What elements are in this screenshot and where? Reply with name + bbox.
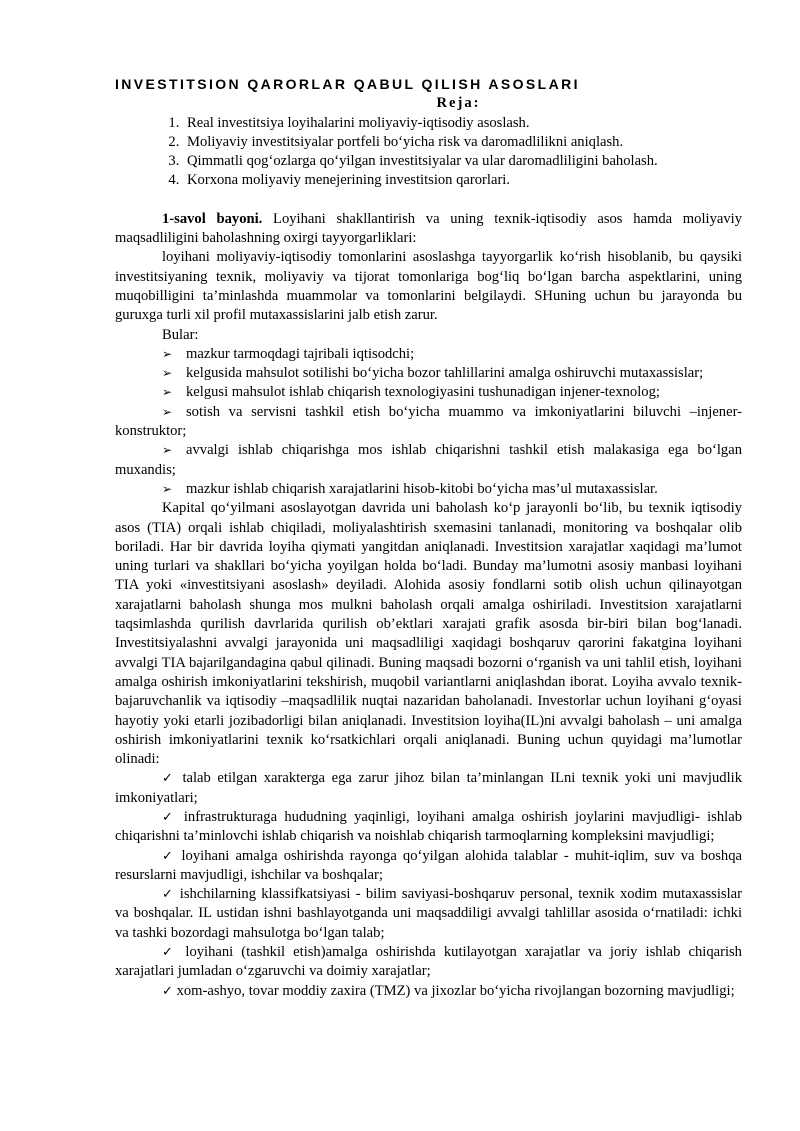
- plan-heading: Reja:: [436, 95, 481, 112]
- arrow-list: [115, 345, 742, 499]
- plan-item: 1. Real investitsiya loyihalarini moliyaviy-iqtisodiy asoslash.: [183, 114, 742, 133]
- list-item: ✓ loyihani amalga oshirishda rayonga qo‘yilgan alohida talablar - muhit-iqlim, suv va boshqa resurslarni mavjudligi, ishchilar va boshqalar;: [115, 847, 742, 883]
- section-intro-text: Loyihani shakllantirish va uning texnik-iqtisodiy asos hamda moliyaviy maqsadliligini baholashning oxirgi tayyorgarliklari:: [115, 210, 742, 247]
- list-item: ✓ loyihani (tashkil etish)amalga oshirishda kutilayotgan xarajatlar va joriy ishlab chiqarish xarajatlari jumladan o‘zgaruvchi va doimiy xarajatlar;: [115, 944, 742, 980]
- list-item: ✓ xom-ashyo, tovar moddiy zaxira (TMZ) va jixozlar bo‘yicha rivojlangan bozorning mavjudligi;: [162, 982, 735, 999]
- paragraph: Kapital qo‘yilmani asoslayotgan davrida uni baholash ko‘p jarayonli bo‘lib, bu texnik iqtisodiy asos (TIA) orqali ishlab chiqiladi, moliyalashtirish sxemasini tanlanadi, monitoring va boshqalar olib boriladi. Har bir davrida loyiha qiymati yangitdan aniqlanadi. Investitsion xarajatlar xaqidagi ma’lumot uning turlari va shakllari bo‘yicha yoyilgan holda bo‘ladi. Bunday ma’lumotni asosiy manbasi loyihani TIA yoki «investitsiyani asoslash» deyiladi. Alohida asosiy fondlarni sotib olish uchun qilinayotgan xarajatlarni baholash shunga mos mulkni baholash orqali amalga oshiriladi. Investitsion xarajatlarni taqsimlashda qurilish davrlarida qurilish ob’ektlari xarajati grafik asosda bir-biri bilan bog‘lanadi. Investitsiyalashni avvalgi jarayonida uni maqsadliligi xaqidagi boshqaruv qarorini fakatgina loyihani avvalgi TIA bajarilgandagina qabul qilinadi. Buning maqsadi bozorni o‘rganish va uni tahlil etish, loyihani amalga oshirish imkoniyatlarini tekshirish, muqobil variantlarni aniqlashdan iborat. Loyiha avvalo texnik-bajaruvchanlik va iqtisodiy –maqsadlilik nuqtai nazaridan baholanadi. Investorlar uchun loyihani g‘oyasi hayotiy yoki etarli jozibadorligi bilan aniqlanadi. Investitsion loyiha(IL)ni avvalgi baholash – uni amalga oshirish imkoniyatlarini texnik ko‘rsatkichlari orqali aniqlanadi. Buning uchun quyidagi ma’lumotlar olinadi:: [115, 500, 742, 768]
- checkmark-icon: ✓: [162, 983, 173, 999]
- arrow-bullet-icon: ➢: [162, 346, 173, 361]
- plan-item: 3. Qimmatli qog‘ozlarga qo‘yilgan investitsiyalar va ular daromadliligini baholash.: [183, 152, 742, 171]
- list-item: ➢ mazkur tarmoqdagi tajribali iqtisodchi;: [115, 345, 742, 364]
- spacer: [115, 191, 742, 210]
- checkmark-icon: ✓: [162, 809, 177, 825]
- list-item: ➢ avvalgi ishlab chiqarishga mos ishlab chiqarishni tashkil etish malakasiga ega bo‘lgan muxandis;: [115, 442, 742, 478]
- checkmark-icon: ✓: [162, 848, 176, 864]
- arrow-bullet-icon: ➢: [162, 404, 173, 419]
- arrow-bullet-icon: ➢: [162, 366, 173, 381]
- bular-label: Bular:: [162, 326, 199, 343]
- list-item: ➢ mazkur ishlab chiqarish xarajatlarini hisob-kitobi bo‘yicha mas’ul mutaxassislar.: [115, 480, 742, 499]
- paragraph: loyihani moliyaviy-iqtisodiy tomonlarini asoslashga tayyorgarlik ko‘rish hisoblanib, bu qaysiki investitsiyaning texnik, moliyaviy va tijorat tomonlariga bog‘liq bo‘lgan barcha aspektlarini, uning muqobilligini ta’minlashda muammolar va tomonlarini belgilaydi. SHuning uchun bu jarayonda bu guruxga turli xil profil mutaxassislarini jalb etish zarur.: [115, 249, 742, 324]
- list-item: ✓ infrastrukturaga hududning yaqinligi, loyihani amalga oshirish joylarini mavjudligi- ishlab chiqarishni ta’minlovchi ishlab chiqarish va noishlab chiqarish tarmoqlarning kompleksini mavjudligi;: [115, 808, 742, 845]
- list-item: ✓ ishchilarning klassifkatsiyasi - bilim saviyasi-boshqaruv personal, texnik xodim mutaxassislar va boshqalar. IL ustidan ishni bashlayotganda uni maqsaddiligi avvalgi tahlillar asosida o‘rnatiladi: ichki va tashki bozordagi mahsulotga bo‘lgan talab;: [115, 886, 742, 941]
- arrow-bullet-icon: ➢: [162, 385, 173, 400]
- plan-list: [115, 114, 742, 191]
- list-item: ➢ kelgusi mahsulot ishlab chiqarish texnologiyasini tushunadigan injener-texnolog;: [115, 383, 742, 402]
- checkmark-icon: ✓: [162, 887, 175, 903]
- arrow-bullet-icon: ➢: [162, 481, 173, 496]
- document-title: INVESTITSION QARORLAR QABUL QILISH ASOSLARI: [115, 76, 580, 92]
- checkmark-icon: ✓: [162, 771, 176, 787]
- checkmark-icon: ✓: [162, 945, 178, 961]
- section-lead: 1-savol bayoni.: [162, 210, 263, 227]
- list-item: ➢ sotish va servisni tashkil etish bo‘yicha muammo va imkoniyatlarini biluvchi –injener-konstruktor;: [115, 403, 742, 440]
- check-list: [115, 769, 742, 1001]
- document-page: [115, 75, 742, 1001]
- section-intro: [115, 210, 742, 249]
- plan-item: 4. Korxona moliyaviy menejerining investitsion qarorlari.: [183, 171, 742, 190]
- list-item: ✓ talab etilgan xarakterga ega zarur jihoz bilan ta’minlangan ILni texnik yoki uni mavjudlik imkoniyatlari;: [115, 770, 742, 806]
- plan-item: 2. Moliyaviy investitsiyalar portfeli bo‘yicha risk va daromadlilikni aniqlash.: [183, 133, 742, 152]
- list-item: ➢ kelgusida mahsulot sotilishi bo‘yicha bozor tahlillarini amalga oshiruvchi mutaxassislar;: [115, 364, 742, 383]
- arrow-bullet-icon: ➢: [162, 443, 173, 458]
